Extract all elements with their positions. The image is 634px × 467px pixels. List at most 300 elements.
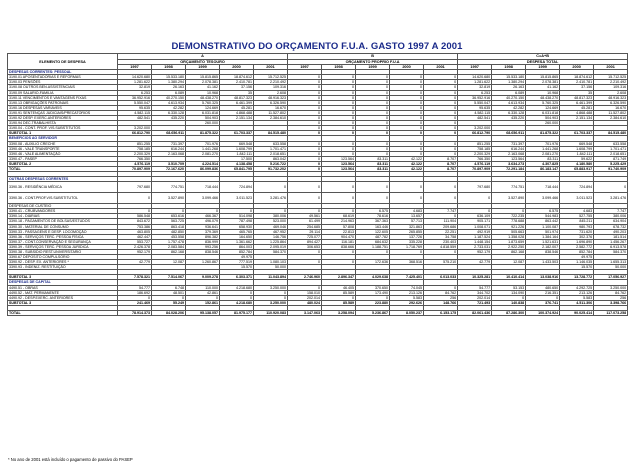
row-label: DESPESAS CORRENTES: PESSOAL	[8, 70, 118, 75]
value-cell: 2.151.134	[560, 116, 594, 121]
value-cell: 380.006	[254, 214, 288, 219]
value-cell: 980.793	[560, 224, 594, 229]
value-cell: 61.703.337	[220, 131, 254, 136]
value-cell: 0	[288, 209, 322, 214]
value-cell: 504.903	[526, 116, 560, 121]
value-cell: 83.311	[356, 166, 390, 171]
value-cell: 368.516	[390, 260, 424, 265]
value-cell: 3.510.709	[152, 161, 186, 166]
value-cell: 575.210	[424, 260, 458, 265]
value-cell: 15.815.865	[526, 75, 560, 80]
row-label: 3390.30 - MATERIAL DE CONSUMO	[8, 224, 118, 229]
value-cell: 15.533.180	[492, 75, 526, 80]
value-cell: 84.515.480	[594, 131, 628, 136]
value-cell: 0	[594, 182, 628, 193]
value-cell: 3.250.000	[254, 285, 288, 290]
value-cell: 11.043.894	[254, 275, 288, 280]
row-label: 4490.52 - MAT. PERMANENTE	[8, 290, 118, 295]
value-cell: 22.813	[322, 229, 356, 234]
row-label: 4490.92 - DESP.EXERC. ANTERIORES	[8, 295, 118, 300]
value-cell: 110.920.083	[254, 310, 288, 315]
value-cell: 0	[424, 182, 458, 193]
value-cell: 504.903	[186, 116, 220, 121]
value-cell: 0	[356, 193, 390, 204]
value-cell: 15.712.525	[594, 75, 628, 80]
row-label: 3190.09 SALARIO-FAMILIA	[8, 90, 118, 95]
value-cell: 256	[594, 295, 628, 300]
value-cell: 45.281	[560, 105, 594, 110]
value-cell: 724.894	[220, 182, 254, 193]
value-cell: 0	[390, 250, 424, 255]
value-cell: 55.249	[152, 300, 186, 305]
value-cell: 48.916.323	[594, 95, 628, 100]
value-cell: 70.897.909	[458, 166, 492, 171]
value-cell: 202.014	[288, 295, 322, 300]
value-cell: 1.281.622	[118, 80, 152, 85]
value-cell: 48.501	[152, 290, 186, 295]
value-cell: 36.952.916	[118, 95, 152, 100]
value-cell: 4.224.514	[186, 161, 220, 166]
value-cell: 0	[356, 182, 390, 193]
value-cell: 1.441.268	[186, 146, 220, 151]
value-cell: 894.427	[288, 239, 322, 244]
value-cell: 1.448.154	[458, 239, 492, 244]
value-cell: 42.779	[118, 260, 152, 265]
value-cell: 40.270.150	[492, 95, 526, 100]
value-cell: 0	[356, 121, 390, 126]
value-cell: 0	[492, 295, 526, 300]
value-cell: 0	[220, 209, 254, 214]
value-cell: 48.817.323	[220, 95, 254, 100]
value-cell: 0	[390, 110, 424, 115]
value-cell: 0	[288, 156, 322, 161]
value-cell: 72.167.620	[152, 166, 186, 171]
value-cell: 123.564	[322, 166, 356, 171]
value-cell: 292.626	[390, 300, 424, 305]
year-header: 2001	[594, 65, 628, 70]
value-cell: 0	[526, 295, 560, 300]
value-cell: 5.236.867	[356, 310, 390, 315]
value-cell: 1.701.471	[254, 146, 288, 151]
row-label: 4490.51 - OBRAS	[8, 285, 118, 290]
value-cell: 6.461.399	[560, 100, 594, 105]
value-cell: 616.244	[152, 146, 186, 151]
value-cell: 124.669	[526, 105, 560, 110]
value-cell: 53.153	[492, 285, 526, 290]
value-cell: 49.561	[288, 214, 322, 219]
value-cell: 0	[458, 193, 492, 204]
value-cell: 4.683	[560, 209, 594, 214]
value-cell: 0	[424, 151, 458, 156]
value-cell: 993.256	[186, 244, 220, 249]
value-cell: 0	[288, 250, 322, 255]
value-cell: 0	[288, 121, 322, 126]
value-cell: 83.311	[356, 161, 390, 166]
row-label: 3390.37 - CONT.CONSERVAÇÃO E SEGURANÇA	[8, 239, 118, 244]
table-row	[8, 182, 628, 193]
value-cell: 8.050.237	[390, 310, 424, 315]
value-cell: 152.861	[186, 300, 220, 305]
treasury-budget-header: ORÇAMENTO TESOURO	[118, 60, 288, 65]
value-cell: 4.868.488	[560, 110, 594, 115]
value-cell: 4.582.115	[458, 110, 492, 115]
value-cell: 753.386	[118, 224, 152, 229]
row-label: 3190.92 DESP. EXERC.ANTERIORES	[8, 116, 118, 121]
value-cell: 0	[322, 131, 356, 136]
value-cell: 91.732.202	[254, 166, 288, 171]
value-cell: 1.358.028	[492, 234, 526, 239]
value-cell: 1.187.524	[458, 234, 492, 239]
value-cell: 379.369	[186, 229, 220, 234]
value-cell: 0	[390, 105, 424, 110]
value-cell: 230.403	[424, 239, 458, 244]
value-cell: 2.210.492	[594, 80, 628, 85]
value-cell: 11.527.802	[594, 110, 628, 115]
value-cell: 122.605	[356, 229, 390, 234]
value-cell: 0	[356, 116, 390, 121]
value-cell: 777.519	[220, 260, 254, 265]
value-cell: 0	[424, 100, 458, 105]
value-cell: 0	[458, 209, 492, 214]
value-cell: 2.608	[594, 90, 628, 95]
row-label: SUBTOTAL 3	[8, 300, 118, 305]
value-cell: 658.930	[220, 224, 254, 229]
value-cell: 12.087	[492, 260, 526, 265]
row-label: 3390.38 - SUBSIDIO REST.UNIVERSITARIO	[8, 250, 118, 255]
value-cell: 181.514	[594, 234, 628, 239]
value-cell: 731.620	[560, 229, 594, 234]
value-cell: 1.008.071	[458, 224, 492, 229]
value-cell: 1.521.631	[526, 239, 560, 244]
row-label: DESPESAS DE CUSTEIO	[8, 204, 118, 209]
value-cell: 0	[424, 146, 458, 151]
value-cell: 13.038.916	[526, 275, 560, 280]
value-cell: 2.018.651	[254, 151, 288, 156]
total-expense-header: DESPESA TOTAL	[458, 60, 628, 65]
row-label: 3190.94 DEC.TRABALHISTA	[8, 121, 118, 126]
value-cell: 4.218.680	[220, 300, 254, 305]
value-cell: 15.815.865	[186, 75, 220, 80]
value-cell: 0	[390, 95, 424, 100]
value-cell: 701.976	[186, 141, 220, 146]
value-cell: 0	[288, 260, 322, 265]
value-cell: 84.762	[594, 290, 628, 295]
value-cell: 684.632	[356, 239, 390, 244]
value-cell: 0	[288, 85, 322, 90]
value-cell: 57.713	[390, 219, 424, 224]
value-cell: 46.405	[322, 285, 356, 290]
value-cell: 0	[288, 166, 322, 171]
value-cell: 0	[322, 209, 356, 214]
value-cell: 241.469	[118, 300, 152, 305]
value-cell: 2.200.329	[118, 151, 152, 156]
row-label: SUBTOTAL 3	[8, 275, 118, 280]
value-cell: 496.079	[186, 219, 220, 224]
value-cell: 2.384.610	[594, 116, 628, 121]
value-cell: 0	[152, 295, 186, 300]
value-cell: 0	[424, 110, 458, 115]
row-label: 3190.11 VENCIMENTOS E VANTAGENS FIXAS	[8, 95, 118, 100]
value-cell: 0	[254, 182, 288, 193]
row-label: 3190.04 - CONT. PROF. VIS.SUBSTITUTOS	[8, 126, 118, 131]
value-cell: 527.755	[560, 214, 594, 219]
row-label: TOTAL	[8, 166, 118, 171]
value-cell: 3.250.000	[594, 285, 628, 290]
value-cell: 505.663	[492, 229, 526, 234]
value-cell: 2.018.651	[594, 151, 628, 156]
row-label: 3390.67 DEPOSITO COMPULSÓRIO	[8, 255, 118, 260]
value-cell: 0	[424, 80, 458, 85]
value-cell: 0	[186, 295, 220, 300]
value-cell: 4.180.580	[560, 161, 594, 166]
value-cell: 15.533.180	[152, 75, 186, 80]
year-header: 2001	[254, 65, 288, 70]
value-cell: 2.151.134	[220, 116, 254, 121]
value-cell: 0	[288, 131, 322, 136]
value-cell: 321.863	[390, 224, 424, 229]
value-cell: 4.613.934	[492, 100, 526, 105]
value-cell: 2.078.381	[186, 80, 220, 85]
value-cell: 636.109	[458, 214, 492, 219]
value-cell: 1.380.294	[492, 80, 526, 85]
value-cell: 724.894	[560, 182, 594, 193]
value-cell: 173.490	[356, 290, 390, 295]
value-cell: 1.441.268	[526, 146, 560, 151]
value-cell: 0	[288, 75, 322, 80]
value-cell: 2.426.378	[118, 244, 152, 249]
value-cell: 3.281.476	[254, 193, 288, 204]
value-cell: 838.546	[526, 250, 560, 255]
value-cell: 123.564	[322, 156, 356, 161]
value-cell: 6.031.818	[186, 110, 220, 115]
value-cell: 148.766	[424, 300, 458, 305]
value-cell: 0	[186, 209, 220, 214]
value-cell: 48.438.270	[186, 95, 220, 100]
value-cell: 6.303.371	[220, 275, 254, 280]
year-header: 1997	[458, 65, 492, 70]
year-header: 1998	[492, 65, 526, 70]
value-cell: 260.000	[526, 121, 560, 126]
value-cell: 0	[288, 161, 322, 166]
value-cell: 469.046	[254, 224, 288, 229]
value-cell: 17.056.927	[594, 275, 628, 280]
value-cell: 370.650	[356, 285, 390, 290]
value-cell: 669.548	[560, 141, 594, 146]
value-cell: 584.370	[594, 250, 628, 255]
value-cell: 774.751	[152, 182, 186, 193]
row-label: 3390.08 - AUXILIO CRECHE	[8, 141, 118, 146]
value-cell: 15.570	[560, 265, 594, 270]
value-cell: 84.515.480	[254, 131, 288, 136]
value-cell: 678.732	[594, 224, 628, 229]
value-cell: 721.493	[458, 300, 492, 305]
value-cell: 6.253	[118, 90, 152, 95]
value-cell: 0	[424, 85, 458, 90]
group-c-letter: C=A+B	[458, 54, 628, 60]
value-cell: 851.255	[458, 141, 492, 146]
table-body	[8, 70, 628, 316]
row-label: 3390.36 - CONT.PROF.VIS.SUBSTITUTOL	[8, 193, 118, 204]
row-label: 3190.08 OUTROS BEN.ASSISTENCIAIS	[8, 85, 118, 90]
value-cell: 467.952	[254, 229, 288, 234]
value-cell: 14.620.680	[458, 75, 492, 80]
year-header: 1999	[356, 65, 390, 70]
value-cell: 4.029.638	[356, 275, 390, 280]
value-cell: 34.758	[424, 234, 458, 239]
value-cell: 836.999	[186, 239, 220, 244]
value-cell: 37.156	[220, 85, 254, 90]
value-cell: 6.330.128	[492, 110, 526, 115]
value-cell: 380.006	[594, 214, 628, 219]
year-header: 2000	[390, 65, 424, 70]
value-cell: 4.138.458	[220, 161, 254, 166]
value-cell: 4.307.825	[526, 161, 560, 166]
value-cell: 725.077	[288, 234, 322, 239]
report-title: DEMONSTRATIVO DO ORÇAMENTO F.U.A. GASTO 1997 A 2001	[171, 41, 463, 52]
value-cell: 6.461.399	[220, 100, 254, 105]
value-cell: 202.014	[458, 295, 492, 300]
value-cell: 4.582.115	[118, 110, 152, 115]
total-row	[8, 310, 628, 315]
value-cell: 482.541	[118, 116, 152, 121]
value-cell: 0	[288, 146, 322, 151]
value-cell: 16.670	[594, 105, 628, 110]
value-cell: 1.757.478	[152, 239, 186, 244]
value-cell: 0	[322, 80, 356, 85]
value-cell: 0	[322, 85, 356, 90]
value-cell: 86.183.147	[526, 166, 560, 171]
row-label: DESPESAS DE CAPITAL	[8, 280, 118, 285]
value-cell: 634.904	[594, 219, 628, 224]
value-cell: 40.270.150	[152, 95, 186, 100]
value-cell: 0	[254, 295, 288, 300]
value-cell: 32.819	[458, 85, 492, 90]
value-cell: 302.376	[560, 234, 594, 239]
value-cell: 0	[118, 295, 152, 300]
value-cell: 0	[424, 250, 458, 255]
value-cell: 0	[322, 193, 356, 204]
value-cell: 0	[424, 75, 458, 80]
value-cell: 5.760.325	[526, 100, 560, 105]
value-cell: 0	[152, 209, 186, 214]
value-cell: 0	[424, 214, 458, 219]
year-header: 1997	[288, 65, 322, 70]
value-cell: 110.000	[186, 285, 220, 290]
row-label: BENEFICIOS AO SERVIDOR	[8, 136, 118, 141]
value-cell: 41.162	[186, 85, 220, 90]
value-cell: 6.013.033	[424, 275, 458, 280]
value-cell: 952.179	[118, 250, 152, 255]
value-cell: 87.286.300	[492, 310, 526, 315]
value-cell: 0	[288, 100, 322, 105]
value-cell: 0	[390, 182, 424, 193]
value-cell: 5.583	[560, 295, 594, 300]
value-cell: 1.100.087	[526, 224, 560, 229]
value-cell: 863.418	[152, 224, 186, 229]
value-cell: 5.583	[390, 295, 424, 300]
value-cell: 4.683	[390, 209, 424, 214]
value-cell: 74.045	[390, 285, 424, 290]
value-cell: 0	[390, 146, 424, 151]
value-cell: 465.765	[220, 229, 254, 234]
value-cell: 466.367	[186, 214, 220, 219]
value-cell: 86.099.836	[186, 166, 220, 171]
value-cell: 10.968	[526, 90, 560, 95]
value-cell: 10.410.414	[492, 275, 526, 280]
value-cell: 2.582.772	[560, 244, 594, 249]
value-cell: 6.913.578	[594, 244, 628, 249]
value-cell: 3.202.000	[458, 126, 492, 131]
value-cell: 91.740.909	[594, 166, 628, 171]
value-cell: 6.575	[526, 209, 560, 214]
value-cell: 0	[356, 146, 390, 151]
value-cell: 0	[288, 285, 322, 290]
year-header: 1999	[526, 65, 560, 70]
value-cell: 862.168	[152, 250, 186, 255]
value-cell: 462.447	[118, 234, 152, 239]
value-cell: 838.666	[322, 244, 356, 249]
value-cell: 214.963	[322, 219, 356, 224]
value-cell: 16.670	[254, 105, 288, 110]
value-cell: 514.098	[220, 214, 254, 219]
value-cell: 8.707	[424, 166, 458, 171]
value-cell: 0	[288, 90, 322, 95]
value-cell: 1.380.294	[152, 80, 186, 85]
value-cell: 435.220	[492, 116, 526, 121]
value-cell: 1.361.662	[220, 239, 254, 244]
row-label: 3390.39 - SERVIÇOS TERC. PESSOA JURÍDICA	[8, 244, 118, 249]
value-cell: 843.672	[118, 219, 152, 224]
value-cell: 435.220	[152, 116, 186, 121]
value-cell: 3.527.890	[152, 193, 186, 204]
value-cell: 68.656.911	[492, 131, 526, 136]
value-cell: 758.185	[118, 146, 152, 151]
value-cell: 0	[322, 182, 356, 193]
value-cell: 376.741	[526, 300, 560, 305]
value-cell: 61.703.337	[560, 131, 594, 136]
value-cell: 158.010	[288, 290, 322, 295]
value-cell: 6.575	[356, 209, 390, 214]
value-cell: 15.570	[220, 265, 254, 270]
value-cell: 84.028.206	[152, 310, 186, 315]
value-cell: 5.760.325	[186, 100, 220, 105]
value-cell: 68.619	[322, 214, 356, 219]
value-cell: 1.433.503	[526, 260, 560, 265]
value-cell: 66.812.790	[118, 131, 152, 136]
value-cell: 48.438.270	[526, 95, 560, 100]
value-cell: 2.210.492	[254, 80, 288, 85]
value-cell: 70.897.909	[118, 166, 152, 171]
value-cell: 37.156	[560, 85, 594, 90]
year-header: 2000	[220, 65, 254, 70]
value-cell: 0	[424, 193, 458, 204]
value-cell: 0	[424, 141, 458, 146]
year-header: 1998	[322, 65, 356, 70]
value-cell: 1.260.867	[186, 260, 220, 265]
value-cell: 117.073.258	[594, 310, 628, 315]
row-label: 3390.47 - PASEP	[8, 156, 118, 161]
value-cell: 6.326.590	[594, 100, 628, 105]
value-cell: 6.089	[152, 90, 186, 95]
group-b-letter: B	[288, 54, 458, 60]
element-of-expense-header: ELEMENTO DE DESPESA	[8, 54, 118, 70]
value-cell: 0	[390, 141, 424, 146]
value-cell: 123.564	[322, 161, 356, 166]
value-cell: 633.558	[254, 141, 288, 146]
value-cell: 172.636	[356, 260, 390, 265]
value-cell: 3.202.000	[118, 126, 152, 131]
value-cell: 68.656.911	[152, 131, 186, 136]
